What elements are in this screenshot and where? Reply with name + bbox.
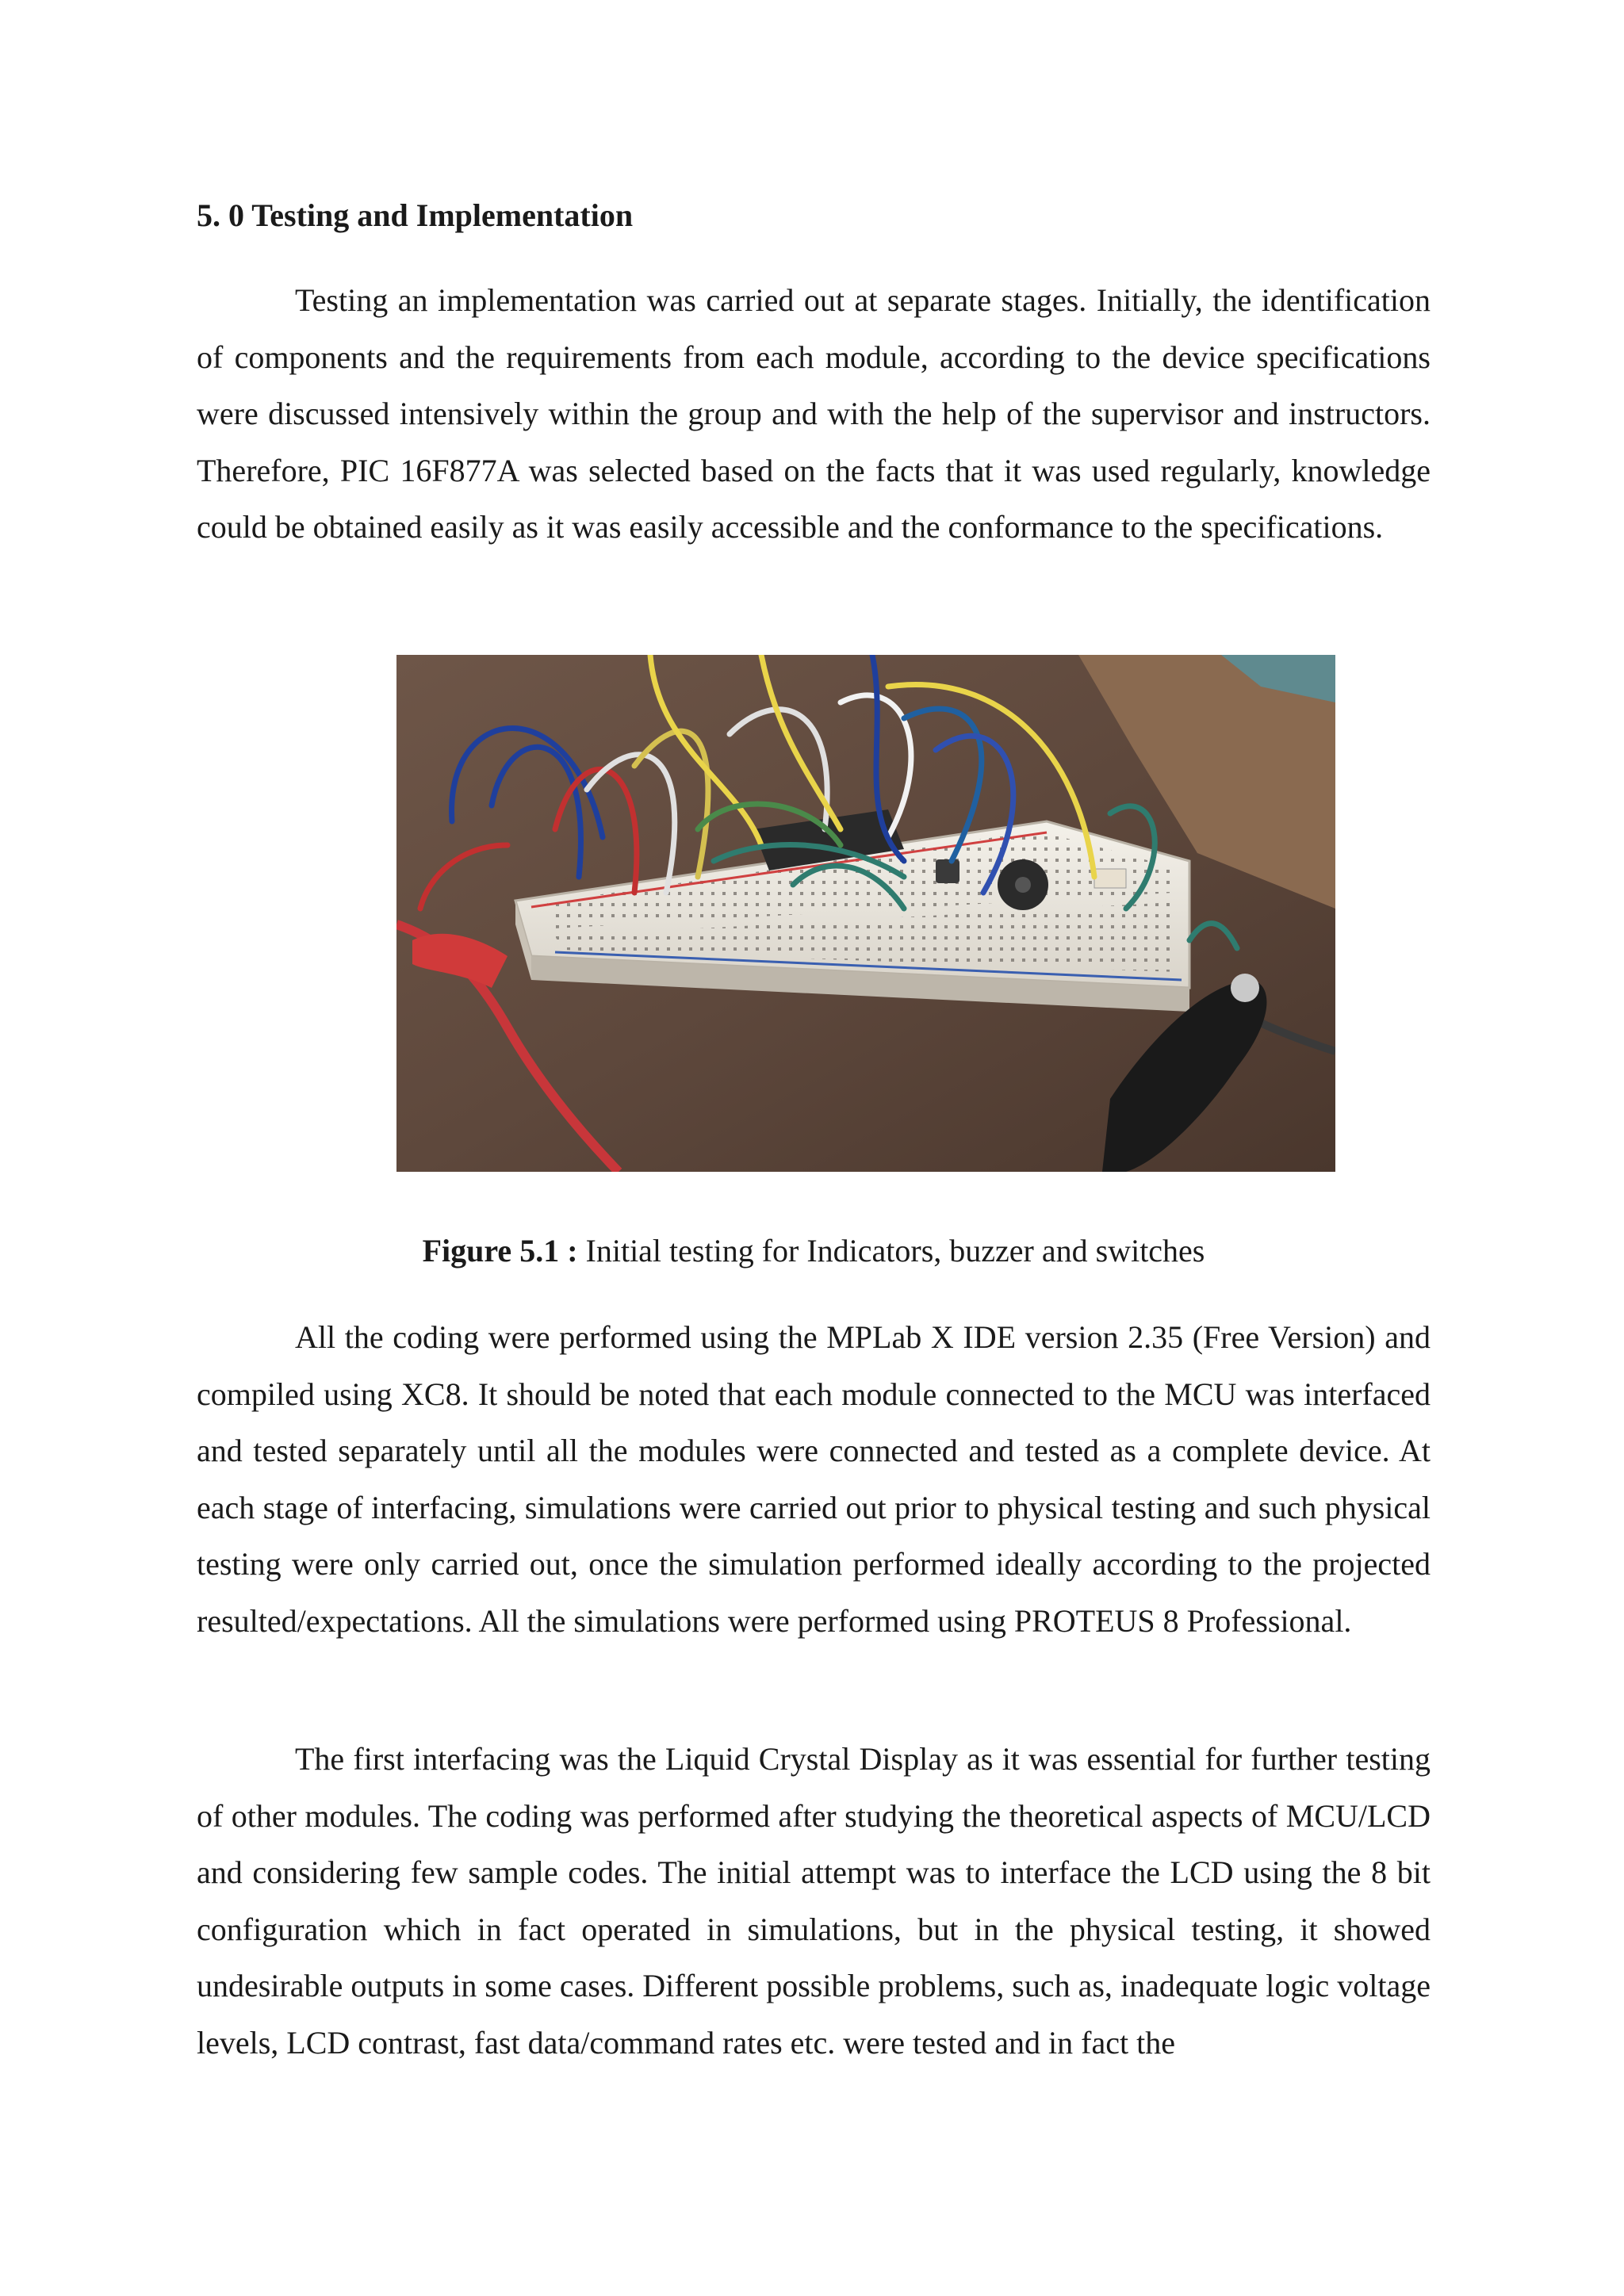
section-heading: 5. 0 Testing and Implementation xyxy=(197,197,634,233)
paragraph-intro: Testing an implementation was carried out at separate stages. Initially, the identification of components and the requirements from each module, according to the device specifications were discussed intensively within the group and with the help of the supervisor and instructors. Therefore, PIC 16F877A was selected based on the facts that it was used regularly, knowledge could be obtained easily as it was easily accessible and the conformance to the specifications. xyxy=(197,282,1431,545)
figure-caption-text: Initial testing for Indicators, buzzer and switches xyxy=(577,1233,1205,1269)
breadboard-photo xyxy=(396,655,1335,1172)
paragraph-coding: All the coding were performed using the MPLab X IDE version 2.35 (Free Version) and compiled using XC8. It should be noted that each module connected to the MCU was interfaced and tested separately until all the modules were connected and tested as a complete device. At each stage of interfacing, simulations were carried out prior to physical testing and such physical testing were only carried out, once the simulation performed ideally according to the projected resulted/expectations. All the simulations were performed using PROTEUS 8 Professional. xyxy=(197,1319,1431,1639)
paragraph-lcd: The first interfacing was the Liquid Crystal Display as it was essential for further testing of other modules. The coding was performed after studying the theoretical aspects of MCU/LCD and considering few sample codes. The initial attempt was to interface the LCD using the 8 bit configuration which in fact operated in simulations, but in the physical testing, it showed undesirable outputs in some cases. Different possible problems, such as, inadequate logic voltage levels, LCD contrast, fast data/command rates etc. were tested and in fact the xyxy=(197,1741,1431,2061)
figure-caption-label: Figure 5.1 : xyxy=(422,1233,578,1269)
figure-caption xyxy=(197,1230,1431,1272)
